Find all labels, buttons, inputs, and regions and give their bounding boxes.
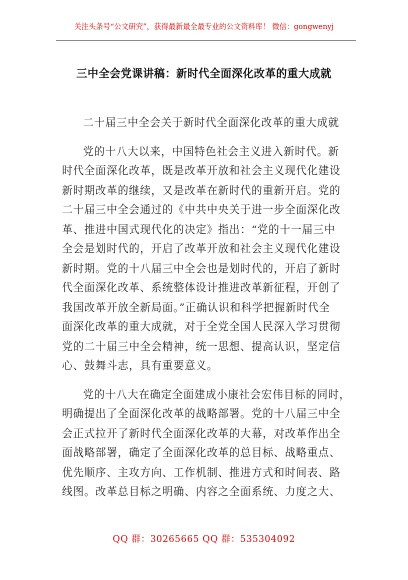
paragraph-line: 党的十八大以来，中国特色社会主义进入新时代。新 (83, 145, 340, 158)
paragraph-line: 新时期。党的十八届三中全会也是划时代的，开启了新时 (62, 262, 341, 275)
header-promo-note: 关注头条号“公文研究”，获得最新最全最专业的公文资料库！ 微信：gongwenyj (74, 22, 334, 31)
paragraph-line: 明确提出了全面深化改革的战略部署。党的十八届三中全 (62, 408, 341, 420)
paragraph-line: 新时期改革的继续，又是改革在新时代的重新开启。党的 (62, 184, 341, 197)
paragraph-line: 党的二十届三中全会精神，统一思想、提高认识，坚定信 (62, 340, 341, 353)
paragraph-line: 代全面深化改革、系统整体设计推进改革新征程，开创了 (62, 282, 341, 294)
document-body (62, 114, 350, 503)
paragraph-line: 心、鼓舞斗志，具有重要意义。 (62, 360, 219, 372)
paragraph-line: 全会是划时代的，开启了改革开放和社会主义现代化建设 (62, 243, 341, 255)
paragraph-line: 党的十八大在确定全面建成小康社会宏伟目标的同时， (83, 388, 350, 401)
paragraph-line: 面战略部署，确定了全面深化改革的总目标、战略重点、 (62, 447, 341, 459)
paragraph-line: 我国改革开放全新局面。”正确认识和科学把握新时代全 (62, 301, 331, 314)
footer-qq-groups: QQ 群：30265665 QQ 群：535304092 (112, 535, 296, 545)
paragraph-line: 会正式拉开了新时代全面深化改革的大幕，对改革作出全 (62, 427, 341, 440)
paragraph-line: 革、推进中国式现代化的决定》指出：“党的十一届三中 (62, 223, 336, 236)
paragraph-line: 二十届三中全会关于新时代全面深化改革的重大成就 (83, 117, 340, 129)
paragraph-line: 二十届三中全会通过的《中共中央关于进一步全面深化改 (62, 204, 341, 216)
document-title: 三中全会党课讲稿：新时代全面深化改革的重大成就 (76, 67, 332, 80)
paragraph-line: 线图。改革总目标之明确、内容之全面系统、力度之大、 (62, 486, 341, 498)
paragraph-line: 面深化改革的重大成就，对于全党全国人民深入学习贯彻 (62, 321, 341, 333)
paragraph-line: 优先顺序、主攻方向、工作机制、推进方式和时间表、路 (62, 466, 341, 479)
paragraph-line: 时代全面深化改革，既是改革开放和社会主义现代化建设 (62, 165, 341, 177)
header-divider (56, 40, 356, 41)
